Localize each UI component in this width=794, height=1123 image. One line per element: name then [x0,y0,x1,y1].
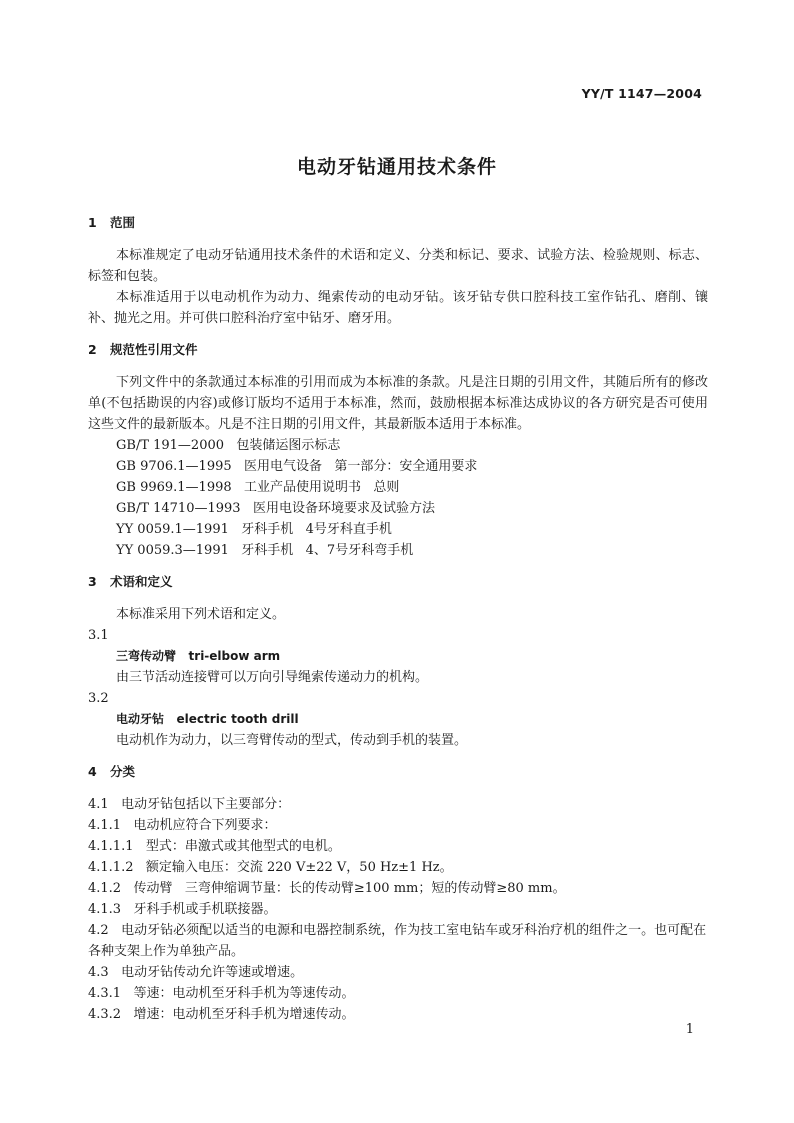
section-number: 4 [88,764,97,779]
term-definition: 电动机作为动力，以三弯臂传动的型式，传动到手机的装置。 [116,733,468,748]
term-name: 三弯传动臂 tri-elbow arm [116,649,281,663]
clause: 4.1 电动牙钻包括以下主要部分： [88,797,291,812]
clause: 4.1.1.2 额定输入电压：交流 220 V±22 V，50 Hz±1 Hz。 [88,860,453,875]
term-definition: 由三节活动连接臂可以万向引导绳索传递动力的机构。 [116,670,429,685]
paragraph: 下列文件中的条款通过本标准的引用而成为本标准的条款。凡是注日期的引用文件，其随后所有的修改单(不包括勘误的内容)或修订版均不适用于本标准，然而，鼓励根据本标准达成协议的各方研究是否可使用这些文件的最新版本。凡是不注日期的引用文件，其最新版本适用于本标准。 [88,375,708,432]
clause: 4.1.1 电动机应符合下列要求： [88,818,277,833]
reference-item: GB/T 191—2000 包装储运图示标志 [116,438,341,453]
term-name: 电动牙钻 electric tooth drill [116,712,299,726]
document-body [88,212,708,1025]
paragraph: 本标准适用于以电动机作为动力、绳索传动的电动牙钻。该牙钻专供口腔科技工室作钻孔、磨削、镶补、抛光之用。并可供口腔科治疗室中钻牙、磨牙用。 [88,290,708,326]
clause: 4.1.1.1 型式：串激式或其他型式的电机。 [88,839,341,854]
section-title: 分类 [110,764,136,779]
document-title: 电动牙钻通用技术条件 [296,156,497,178]
section-number: 1 [88,215,97,230]
reference-item: YY 0059.1—1991 牙科手机 4号牙科直手机 [116,522,392,537]
term-number: 3.1 [88,628,109,643]
reference-list [88,435,708,561]
section-heading-2 [88,339,708,360]
term-number: 3.2 [88,691,109,706]
clause: 4.1.3 牙科手机或手机联接器。 [88,902,277,917]
section-heading-4 [88,761,708,782]
clause: 4.2 电动牙钻必须配以适当的电源和电器控制系统，作为技工室电钻车或牙科治疗机的组件之一。也可配在各种支架上作为单独产品。 [88,923,707,959]
paragraph: 本标准采用下列术语和定义。 [116,607,286,622]
section-heading-1 [88,212,708,233]
paragraph: 本标准规定了电动牙钻通用技术条件的术语和定义、分类和标记、要求、试验方法、检验规则、标志、标签和包装。 [88,248,708,284]
section-title: 范围 [110,215,136,230]
reference-item: GB 9706.1—1995 医用电气设备 第一部分：安全通用要求 [116,459,478,474]
section-title: 术语和定义 [110,574,173,589]
clause: 4.3.1 等速：电动机至牙科手机为等速传动。 [88,986,355,1001]
reference-item: GB/T 14710—1993 医用电设备环境要求及试验方法 [116,501,435,516]
clause: 4.3 电动牙钻传动允许等速或增速。 [88,965,304,980]
standard-code: YY/T 1147—2004 [581,86,702,101]
page-number: 1 [685,1022,694,1037]
clause: 4.1.2 传动臂 三弯伸缩调节量：长的传动臂≥100 mm；短的传动臂≥80 mm。 [88,881,566,896]
section-title: 规范性引用文件 [110,342,198,357]
reference-item: GB 9969.1—1998 工业产品使用说明书 总则 [116,480,400,495]
section-number: 2 [88,342,97,357]
section-number: 3 [88,574,97,589]
reference-item: YY 0059.3—1991 牙科手机 4、7号牙科弯手机 [116,543,414,558]
section-heading-3 [88,571,708,592]
clause: 4.3.2 增速：电动机至牙科手机为增速传动。 [88,1007,355,1022]
